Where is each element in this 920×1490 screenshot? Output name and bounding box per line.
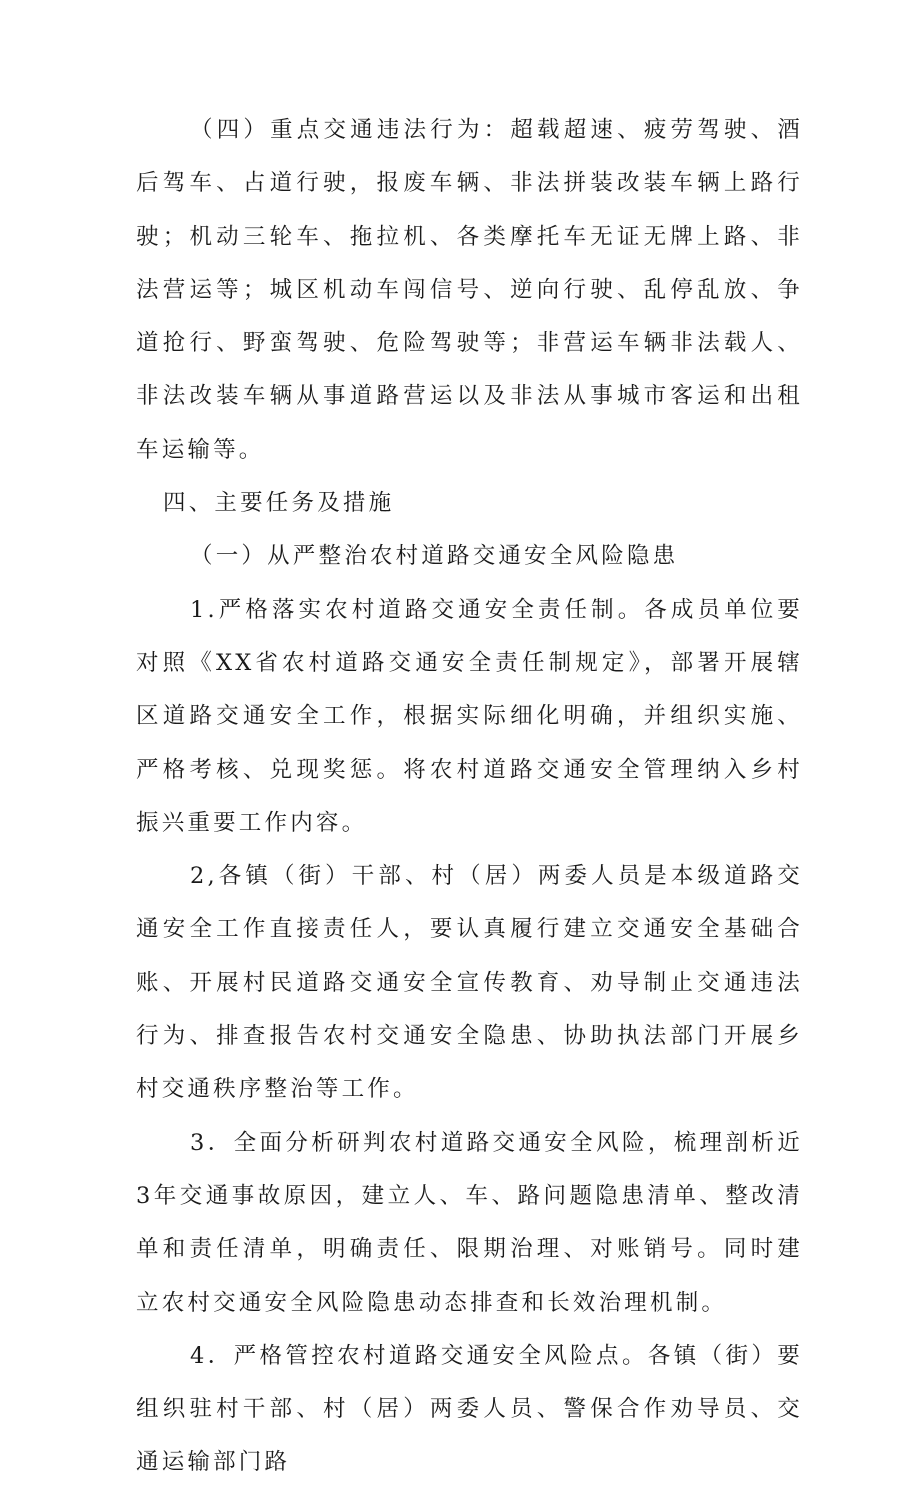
section-heading-main-tasks: 四、主要任务及措施 [163, 490, 395, 517]
paragraph-item-1: 1.严格落实农村道路交通安全责任制。各成员单位要对照《XX省农村道路交通安全责任制规定》，部署开展辖区道路交通安全工作，根据实际细化明确，并组织实施、严格考核、兑现奖惩。将农村道路交通安全管理纳入乡村振兴重要工作内容。 [136, 596, 803, 836]
paragraph-key-violations: （四）重点交通违法行为：超载超速、疲劳驾驶、酒后驾车、占道行驶，报废车辆、非法拼装改装车辆上路行驶；机动三轮车、拖拉机、各类摩托车无证无牌上路、非法营运等；城区机动车闯信号、逆向行驶、乱停乱放、争道抢行、野蛮驾驶、危险驾驶等；非营运车辆非法载人、非法改装车辆从事道路营运以及非法从事城市客运和出租车运输等。 [136, 117, 803, 463]
paragraph-item-3: 3．全面分析研判农村道路交通安全风险，梳理剖析近3年交通事故原因，建立人、车、路问题隐患清单、整改清单和责任清单，明确责任、限期治理、对账销号。同时建立农村交通安全风险隐患动态排查和长效治理机制。 [136, 1129, 803, 1316]
paragraph-item-2: 2,各镇（街）干部、村（居）两委人员是本级道路交通安全工作直接责任人，要认真履行建立交通安全基础合账、开展村民道路交通安全宣传教育、劝导制止交通违法行为、排查报告农村交通安全隐患、协助执法部门开展乡村交通秩序整治等工作。 [136, 863, 803, 1103]
paragraph-item-4: 4．严格管控农村道路交通安全风险点。各镇（街）要组织驻村干部、村（居）两委人员、警保合作劝导员、交通运输部门路 [136, 1342, 803, 1476]
subsection-heading-rural-risks: （一）从严整治农村道路交通安全风险隐患 [190, 543, 679, 570]
